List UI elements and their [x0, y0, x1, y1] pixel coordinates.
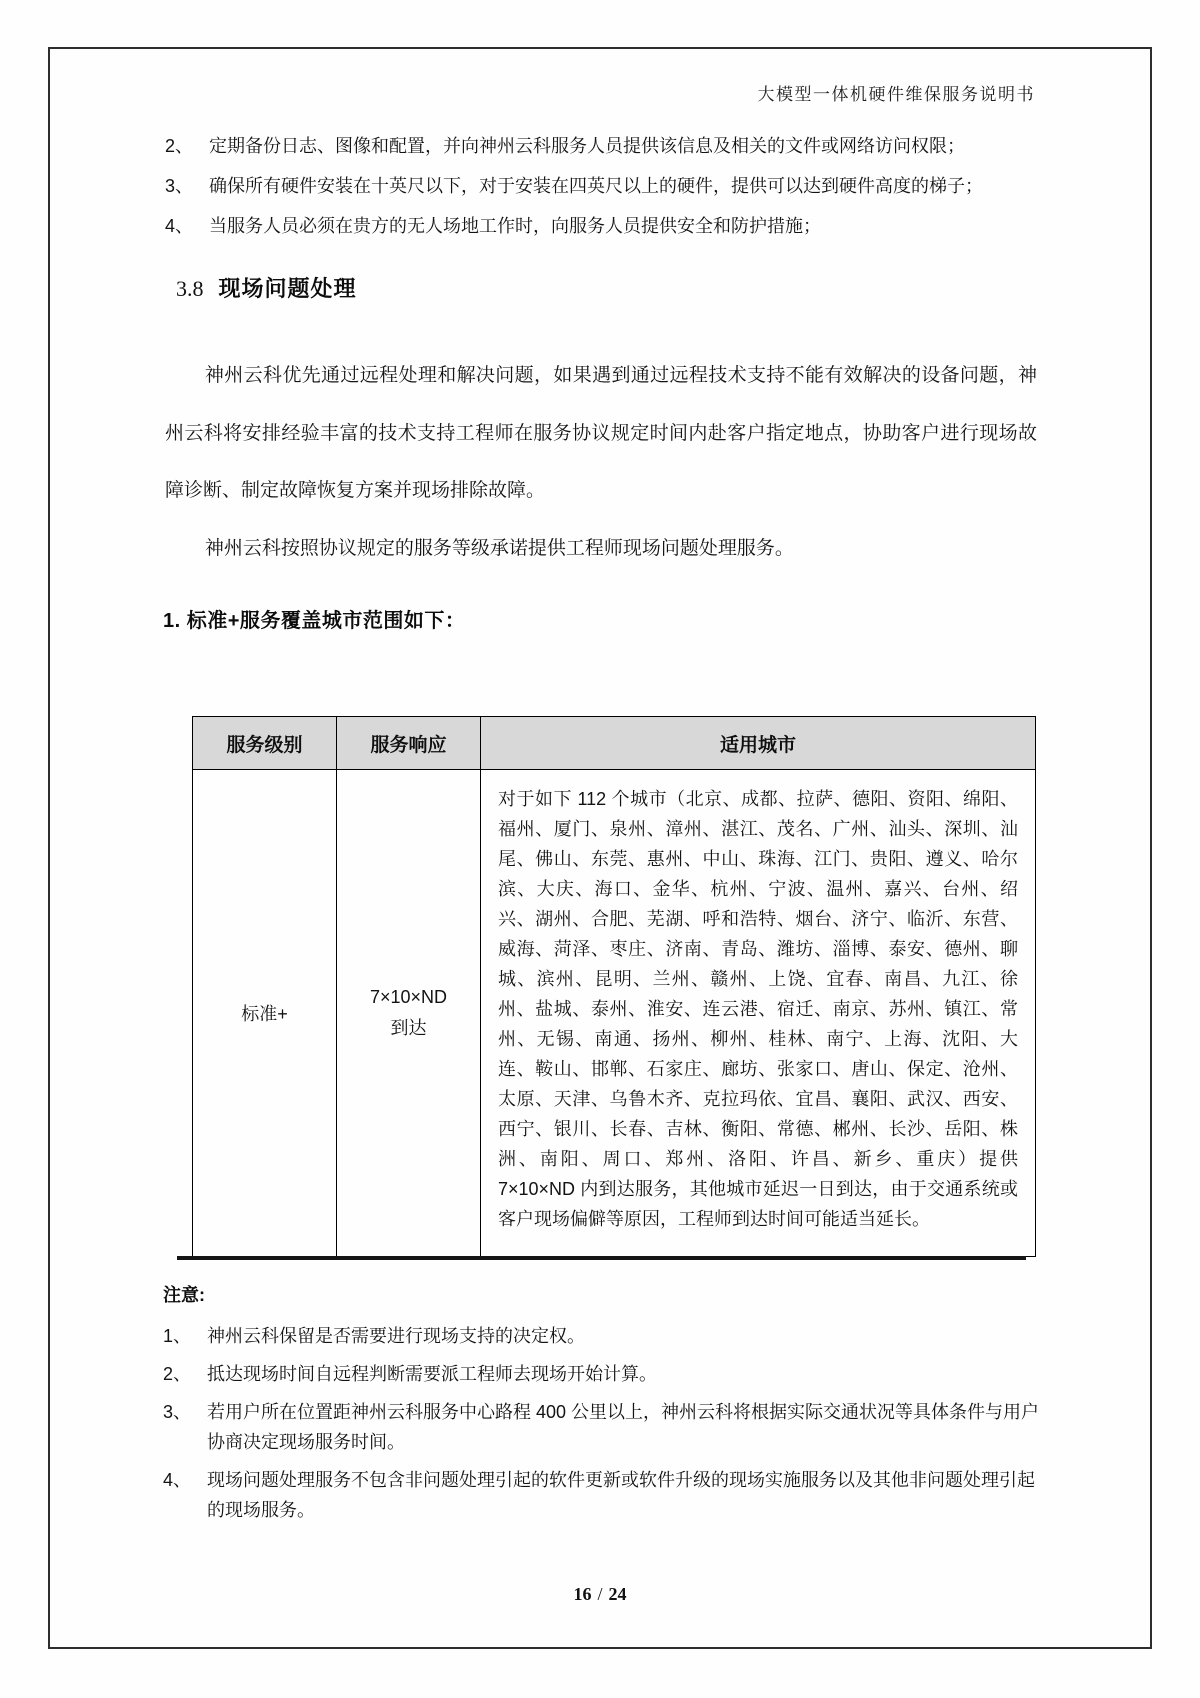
list-item-number: 3、	[165, 176, 194, 196]
list-item-number: 2、	[165, 136, 194, 156]
service-level-cell: 标准+	[193, 770, 337, 1257]
column-header-service-response: 服务响应	[337, 717, 481, 770]
page-footer	[0, 1584, 1200, 1605]
column-header-service-level: 服务级别	[193, 717, 337, 770]
list-item	[165, 211, 1045, 241]
list-item	[165, 171, 1045, 201]
page-number-total: 24	[608, 1584, 627, 1604]
section-divider-rule	[177, 1256, 1026, 1260]
page-number-current: 16	[573, 1584, 592, 1604]
note-item	[163, 1465, 1041, 1525]
body-paragraph: 神州云科优先通过远程处理和解决问题，如果遇到通过远程技术支持不能有效解决的设备问题，神州云科将安排经验丰富的技术支持工程师在服务协议规定时间内赴客户指定地点，协助客户进行现场故障诊断、制定故障恢复方案并现场排除故障。	[165, 365, 1037, 501]
note-item	[163, 1397, 1041, 1457]
requirements-list	[165, 131, 1045, 251]
section-title: 现场问题处理	[218, 276, 357, 301]
service-response-cell	[337, 770, 481, 1257]
note-item-number: 3、	[163, 1402, 192, 1422]
note-item-text: 现场问题处理服务不包含非问题处理引起的软件更新或软件升级的现场实施服务以及其他非问题处理引起的现场服务。	[207, 1470, 1035, 1520]
service-coverage-table	[192, 716, 1036, 1257]
column-header-applicable-cities: 适用城市	[481, 717, 1036, 770]
note-item-text: 抵达现场时间自远程判断需要派工程师去现场开始计算。	[207, 1364, 657, 1384]
document-title-header: 大模型一体机硬件维保服务说明书	[757, 85, 1035, 104]
list-item	[165, 131, 1045, 161]
section-heading-3-8	[176, 272, 357, 303]
list-item-text: 确保所有硬件安装在十英尺以下，对于安装在四英尺以上的硬件，提供可以达到硬件高度的梯子；	[209, 176, 983, 196]
page-number-separator: /	[597, 1584, 603, 1604]
table-intro-label: 1. 标准+服务覆盖城市范围如下：	[163, 610, 466, 632]
note-item-text: 神州云科保留是否需要进行现场支持的决定权。	[207, 1326, 585, 1346]
list-item-text: 定期备份日志、图像和配置，并向神州云科服务人员提供该信息及相关的文件或网络访问权限；	[209, 136, 965, 156]
notes-section	[163, 1281, 1041, 1533]
list-item-text: 当服务人员必须在贵方的无人场地工作时，向服务人员提供安全和防护措施；	[209, 216, 821, 236]
body-paragraph: 神州云科按照协议规定的服务等级承诺提供工程师现场问题处理服务。	[204, 538, 794, 559]
list-item-number: 4、	[165, 216, 194, 236]
note-item-number: 4、	[163, 1470, 192, 1490]
section-number: 3.8	[176, 276, 204, 301]
note-item-text: 若用户所在位置距神州云科服务中心路程 400 公里以上，神州云科将根据实际交通状况等具体条件与用户协商决定现场服务时间。	[207, 1402, 1040, 1452]
applicable-cities-cell: 对于如下 112 个城市（北京、成都、拉萨、德阳、资阳、绵阳、福州、厦门、泉州、漳州、湛江、茂名、广州、汕头、深圳、汕尾、佛山、东莞、惠州、中山、珠海、江门、贵阳、遵义、哈尔滨、大庆、海口、金华、杭州、宁波、温州、嘉兴、台州、绍兴、湖州、合肥、芜湖、呼和浩特、烟台、济宁、临沂、东营、威海、菏泽、枣庄、济南、青岛、潍坊、淄博、泰安、德州、聊城、滨州、昆明、兰州、赣州、上饶、宜春、南昌、九江、徐州、盐城、泰州、淮安、连云港、宿迁、南京、苏州、镇江、常州、无锡、南通、扬州、柳州、桂林、南宁、上海、沈阳、大连、鞍山、邯郸、石家庄、廊坊、张家口、唐山、保定、沧州、太原、天津、乌鲁木齐、克拉玛依、宜昌、襄阳、武汉、西安、西宁、银川、长春、吉林、衡阳、常德、郴州、长沙、岳阳、株洲、南阳、周口、郑州、洛阳、许昌、新乡、重庆）提供 7×10×ND 内到达服务，其他城市延迟一日到达，由于交通系统或客户现场偏僻等原因，工程师到达时间可能适当延长。	[481, 770, 1036, 1257]
table-header-row	[193, 717, 1036, 770]
note-item	[163, 1321, 1041, 1351]
notes-label: 注意:	[163, 1285, 205, 1305]
service-response-line2: 到达	[390, 1018, 427, 1038]
note-item-number: 1、	[163, 1326, 192, 1346]
table-row	[193, 770, 1036, 1257]
service-response-line1: 7×10×ND	[369, 987, 448, 1007]
note-item-number: 2、	[163, 1364, 192, 1384]
note-item	[163, 1359, 1041, 1389]
